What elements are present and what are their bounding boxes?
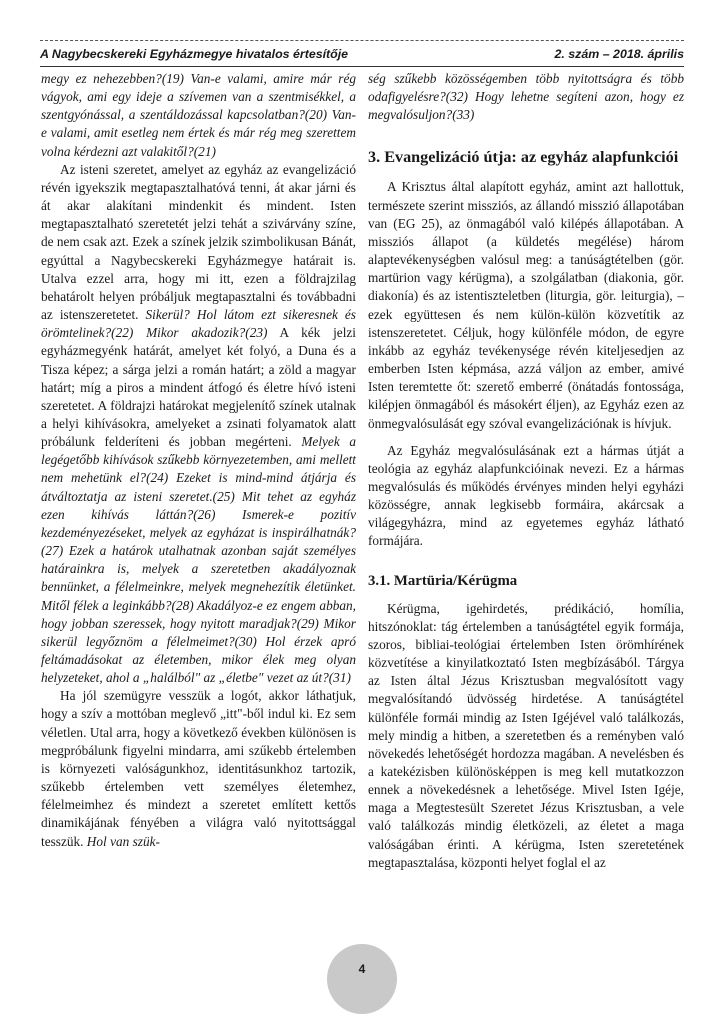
text-run: Az isteni szeretet, amelyet az egyház az evangelizáció révén igyekszik megtapasztalhatóvá tenni, át akar járni és át akar alakítani mindenkit és mindent. Isten megtapasztalható szeretetét jelzi tehát a szivárvány színe, de nem csak azt. Ezek a színek jelzik szimbolikusan Bánát, egyúttal a Nagybecskereki Egyházmegye határait is. Utalva ezzel arra, hogy mi itt, ezen a földrajzilag behatárolt helyen próbáljuk megtapasztalni és továbbadni az istenszeretetet. [41, 161, 356, 323]
italic-questions: ség szűkebb közösségemben több nyitottságra és több odafigyelésre?(32) Hogy lehetne segíteni azon, hogy ez megvalósuljon?(33) [368, 71, 684, 123]
issue-info: 2. szám – 2018. április [554, 47, 684, 61]
section-heading: 3. Evangelizáció útja: az egyház alapfunkciói [368, 148, 679, 167]
paragraph-basic-functions: Az Egyház megvalósulásának ezt a hármas útját a teológia az egyház alapfunkcióinak nevezi. Ez a hármas megvalósulás és működés érvényes minden helyi egyházi közösségre, annak legkisebb formáira, akárcsak a világegyházra, mind az egyetemes egyház látható formájára. [368, 442, 684, 549]
paragraph-kerygma: Kérügma, igehirdetés, prédikáció, homília, hitszónoklat: tág értelemben a tanúságtétel egyik formája, szoros, bibliai-teológiai értelemben Isten örömhírének közvetítése a kinyilatkoztató Isten megbízásából. Tárgya az Isten által Jézus Krisztusban megvalósított vagy megvalósítandó üdvösség hirdetése. A tanúságtétel különféle formái mindig az Isten Igéjével való találkozás, mely mindig a hitben, a szeretetben és a reményben való növekedés lehetőségét hordozza magában. A nevelésben és a katekézisben különösképpen is meg kell mutatkozzon ennek a növekedésnek a lehetősége. Mivel Isten Igéje, maga a Megtestesült Szeretet Jézus Krisztusban, a vele való találkozás mindig életközeli, az életet a maga valóságában érinti. A kérügma, Isten szeretetének megtapasztalása, központi helyet foglal el az [368, 600, 684, 870]
right-column [368, 70, 684, 872]
italic-questions: Sikerül? Hol látom ezt sikeresnek és örömtelinek?(22) Mikor akadozik?(23) [41, 307, 356, 341]
running-header [40, 47, 684, 67]
italic-questions: megy ez nehezebben?(19) Van-e valami, amire már rég vágyok, ami egy ideje a szívemen van a szentmisékkel, a szentgyónással, a szentáldozással kapcsolatban?(20) Van-e valami, amit esetleg nem értek és már rég meg szerettem volna kérdezni azt valakitől?(21) [41, 71, 356, 159]
paragraph-divine-love [41, 161, 356, 688]
italic-questions: Hol van szük- [86, 833, 160, 849]
paragraph-questions-continued [41, 70, 356, 161]
top-dashed-rule [40, 40, 684, 41]
page-number: 4 [358, 962, 366, 976]
text-run: Ha jól szemügyre vesszük a logót, akkor láthatjuk, hogy a szív a mottóban meglevő „itt"-ből indul ki. Ez sem véletlen. Utal arra, hogy a következő években különösen is megpróbálunk figyelni mindarra, ami szűkebb értelemben is környezeti valóságunkhoz, identitásunkhoz tartozik, szűkebb értelemben vett személyes életemhez, félelmeimhez és mindezt a szeretet említett kettős dinamikájának fényében a világra való nyitottsággal tesszük. [41, 688, 356, 849]
paragraph-mission: A Krisztus által alapított egyház, amint azt hallottuk, természete szerint missziós, az állandó misszió állapotában van (EG 25), az önmagából való kilépés állapotában. A missziós állapot (a küldetés megélése) három alaptevékenységben valósul meg: a tanúságtételben (gör. martürion vagy kérügma), a szolgálatban (diakonia, gör. diakonía) és az istentiszteletben (liturgia, gör. leiturgia), – ezek együttesen és nem külön-külön közvetítik az istenszeretetet. Céljuk, hogy különféle módon, de egyre inkább az egyház tevékenysége révén kiteljesedjen az emberben Isten képmása, azzá váljon az ember, amivé Isten teremtette őt: szerető emberré (önátadás fontossága, kilépjen önmagából és másokért éljen), az Egyház ezen az önmegvalósulását egy szóval evangelizációnak is hívjuk. [368, 179, 684, 431]
subsection-heading: 3.1. Martüria/Kérügma [368, 572, 518, 589]
publication-title: A Nagybecskereki Egyházmegye hivatalos értesítője [40, 47, 349, 61]
page-number-badge [327, 944, 397, 1014]
header-rule [40, 66, 684, 67]
text-run: A kék jelzi egyházmegyénk határát, amelyet két folyó, a Duna és a Tisza képez; a sárga jelzi a román határt; a zöld a magyar határt; míg a piros a mindent átfogó és életre hívó isteni szeretetet. A földrajzi határokat megjelenítő színek utalnak a helyi kihívásokra, amelyeket a zsinati folyamatok alatt próbálunk felderíteni és jobban megérteni. [41, 325, 356, 450]
left-column [41, 70, 356, 851]
italic-questions: Melyek a legégetőbb kihívások szűkebb környezetemben, ami mellett nem mehetünk el?(24) Ezeket is mind-mind átjárja és átváltoztatja az isteni szeretet.(25) Mit tehet az egyház ezen kihívás láttán?(26) Ismerek-e pozitív kezdeményezéseket, melyek az egyházat is inspirálhatnák?(27) Ezek a határok utalhatnak azonban saját személyes határainkra is, melyek a szeretetben akadályoznak bennünket, a félelmeinkre, melyek megnehezítik életünket. Mitől félek a leginkább?(28) Akadályoz-e ez engem abban, hogy jobban szeressek, hogy nyitott maradjak?(29) Mikor sikerül legyőznöm a félelmeimet?(30) Hol érzek apró feltámadásokat az életemben, mikor élek meg olyan helyzeteket, ahol a „halálból" az „életbe" vezet az út?(31) [41, 434, 356, 686]
paragraph-logo [41, 687, 356, 850]
paragraph-questions-end [368, 70, 684, 124]
